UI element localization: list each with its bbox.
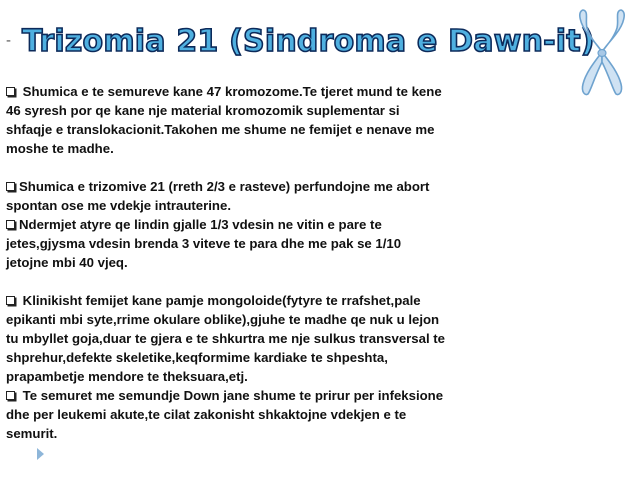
paragraph-line: tu mbyllet goja,duar te gjera e te shkurtra me nje sulkus transversal te [6, 331, 446, 346]
paragraph-line: spontan ose me vdekje intrauterine. [6, 198, 231, 213]
title-dash: - [6, 32, 11, 49]
line-text: Shumica e trizomive 21 (rreth 2/3 e rasteve) perfundojne me abort [19, 179, 430, 194]
chromosome-icon [574, 6, 630, 98]
paragraph-line: shfaqje e translokacionit.Takohen me shume ne femijet e nenave me [6, 122, 435, 137]
paragraph-line: dhe per leukemi akute,te cilat zakonisht shkaktojne vdekjen e te [6, 407, 407, 422]
checkbox-bullet-icon [6, 87, 15, 96]
chevron-right-icon [36, 447, 46, 461]
checkbox-bullet-icon [6, 220, 15, 229]
paragraph-line: jetes,gjysma vdesin brenda 3 viteve te para dhe me pak se 1/10 [6, 236, 402, 251]
paragraph-1 [6, 82, 566, 158]
checkbox-bullet-icon [6, 296, 15, 305]
paragraph-line [6, 291, 566, 310]
paragraph-line: moshe te madhe. [6, 141, 114, 156]
paragraph-line: shprehur,defekte skeletike,keqformime kardiake te shpeshta, [6, 350, 388, 365]
paragraph-gap [6, 272, 566, 291]
slide-body [6, 82, 566, 443]
paragraph-line: semurit. [6, 426, 58, 441]
checkbox-bullet-icon [6, 182, 15, 191]
line-text: Ndermjet atyre qe lindin gjalle 1/3 vdesin ne vitin e pare te [19, 217, 382, 232]
paragraph-gap [6, 158, 566, 177]
paragraph-line [6, 177, 566, 196]
paragraph-2 [6, 177, 566, 215]
paragraph-line: 46 syresh por qe kane nje material kromozomik suplementar si [6, 103, 400, 118]
paragraph-line [6, 386, 566, 405]
paragraph-line: prapambetje mendore te theksuara,etj. [6, 369, 248, 384]
checkbox-bullet-icon [6, 391, 15, 400]
paragraph-4 [6, 291, 566, 386]
line-text: Te semuret me semundje Down jane shume te prirur per infeksione [19, 388, 444, 403]
line-text: Klinikisht femijet kane pamje mongoloide(fytyre te rrafshet,pale [19, 293, 421, 308]
paragraph-5 [6, 386, 566, 443]
slide-title: Trizomia 21 (Sindroma e Dawn-it) [22, 24, 595, 59]
paragraph-line [6, 215, 566, 234]
paragraph-line: jetojne mbi 40 vjeq. [6, 255, 128, 270]
line-text: Shumica e te semureve kane 47 kromozome.Te tjeret mund te kene [19, 84, 442, 99]
paragraph-line: epikanti mbi syte,rrime okulare oblike),gjuhe te madhe qe nuk u lejon [6, 312, 440, 327]
paragraph-line [6, 82, 566, 101]
title-row [0, 22, 595, 70]
paragraph-3 [6, 215, 566, 272]
